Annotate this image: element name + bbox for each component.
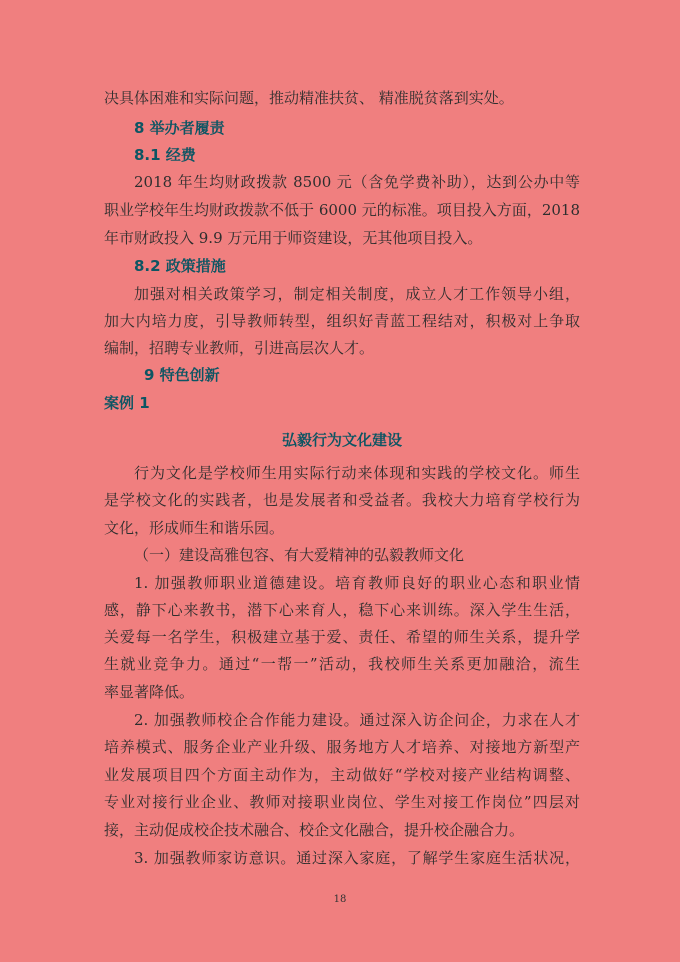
- text-line: 是学校文化的实践者，也是发展者和受益者。我校大力培育学校行为: [104, 491, 580, 509]
- text-line: 培养模式、服务企业产业升级、服务地方人才培养、对接地方新型产: [104, 738, 580, 756]
- section-heading-9: 9 特色创新: [144, 366, 220, 384]
- case-title: 弘毅行为文化建设: [281, 431, 402, 449]
- text-line: 年市财政投入 9.9 万元用于师资建设，无其他项目投入。: [104, 229, 483, 247]
- text-line: 率显著降低。: [104, 683, 195, 701]
- text-line: 3. 加强教师家访意识。通过深入家庭，了解学生家庭生活状况，: [134, 849, 580, 867]
- text-line: 编制，招聘专业教师，引进高层次人才。: [104, 339, 375, 357]
- subsection-heading-8-2: 8.2 政策措施: [134, 257, 226, 275]
- text-line: 接，主动促成校企技术融合、校企文化融合，提升校企融合力。: [104, 821, 525, 839]
- text-line: 行为文化是学校师生用实际行动来体现和实践的学校文化。师生: [134, 464, 580, 482]
- text-line: 加大内培力度，引导教师转型，组织好青蓝工程结对，积极对上争取: [104, 312, 580, 330]
- text-line: 决具体困难和实际问题，推动精准扶贫、 精准脱贫落到实处。: [104, 89, 514, 107]
- text-line: 生就业竞争力。通过“一帮一”活动，我校师生关系更加融洽，流生: [104, 655, 580, 673]
- subsection-heading-8-1: 8.1 经费: [134, 146, 196, 164]
- text-line: 关爱每一名学生，积极建立基于爱、责任、希望的师生关系，提升学: [104, 628, 580, 646]
- text-line: 2018 年生均财政拨款 8500 元（含免学费补助），达到公办中等: [134, 173, 580, 191]
- text-line: 2. 加强教师校企合作能力建设。通过深入访企问企，力求在人才: [134, 711, 580, 729]
- text-line: 职业学校年生均财政拨款不低于 6000 元的标准。项目投入方面，2018: [104, 201, 580, 219]
- text-line: 专业对接行业企业、教师对接职业岗位、学生对接工作岗位”四层对: [104, 793, 580, 811]
- section-heading-8: 8 举办者履责: [134, 119, 225, 137]
- subheading-line: （一）建设高雅包容、有大爱精神的弘毅教师文化: [134, 546, 465, 564]
- text-line: 文化，形成师生和谐乐园。: [104, 519, 285, 537]
- text-line: 加强对相关政策学习，制定相关制度，成立人才工作领导小组，: [134, 285, 580, 303]
- text-line: 业发展项目四个方面主动作为，主动做好“学校对接产业结构调整、: [104, 766, 580, 784]
- case-heading: 案例 1: [104, 394, 150, 412]
- text-line: 感，静下心来教书，潜下心来育人，稳下心来训练。深入学生生活，: [104, 601, 580, 619]
- text-line: 1. 加强教师职业道德建设。培育教师良好的职业心态和职业情: [134, 574, 580, 592]
- page-number: 18: [333, 894, 347, 905]
